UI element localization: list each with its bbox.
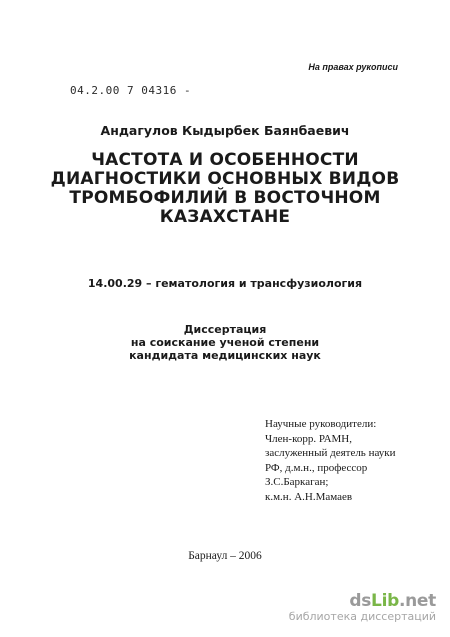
- supervisors-line: З.С.Баркаган;: [265, 476, 329, 488]
- title-line: ЧАСТОТА И ОСОБЕННОСТИ: [91, 150, 359, 170]
- watermark-subtitle: библиотека диссертаций: [288, 610, 436, 623]
- watermark-logo: [349, 591, 436, 611]
- watermark-logo-part: .net: [398, 591, 436, 611]
- watermark-logo-part: Lib: [371, 591, 399, 611]
- archive-stamp: 04.2.00 7 04316 -: [70, 84, 192, 97]
- rights-note: На правах рукописи: [308, 62, 398, 72]
- watermark-logo-part: ds: [349, 591, 372, 611]
- title-line: ТРОМБОФИЛИЙ В ВОСТОЧНОМ: [69, 188, 381, 208]
- supervisors-block: [265, 417, 396, 504]
- degree-statement: [0, 323, 450, 362]
- supervisors-line: к.м.н. А.Н.Мамаев: [265, 490, 353, 503]
- dissertation-title: [0, 151, 450, 227]
- supervisors-line: РФ, д.м.н., профессор: [265, 461, 368, 474]
- title-line: КАЗАХСТАНЕ: [159, 207, 291, 227]
- degree-line: на соискание ученой степени: [130, 336, 320, 349]
- author-name: Андагулов Кыдырбек Баянбаевич: [100, 123, 350, 138]
- degree-line: Диссертация: [183, 323, 267, 336]
- title-line: ДИАГНОСТИКИ ОСНОВНЫХ ВИДОВ: [50, 169, 400, 189]
- supervisors-line: заслуженный деятель науки: [265, 447, 396, 459]
- watermark: [289, 591, 436, 623]
- supervisors-line: Научные руководители:: [265, 418, 377, 430]
- degree-line: кандидата медицинских наук: [129, 349, 321, 362]
- supervisors-line: Член-корр. РАМН,: [265, 432, 352, 445]
- place-year: Барнаул – 2006: [188, 550, 262, 562]
- specialty-code: 14.00.29 – гематология и трансфузиология: [87, 277, 363, 290]
